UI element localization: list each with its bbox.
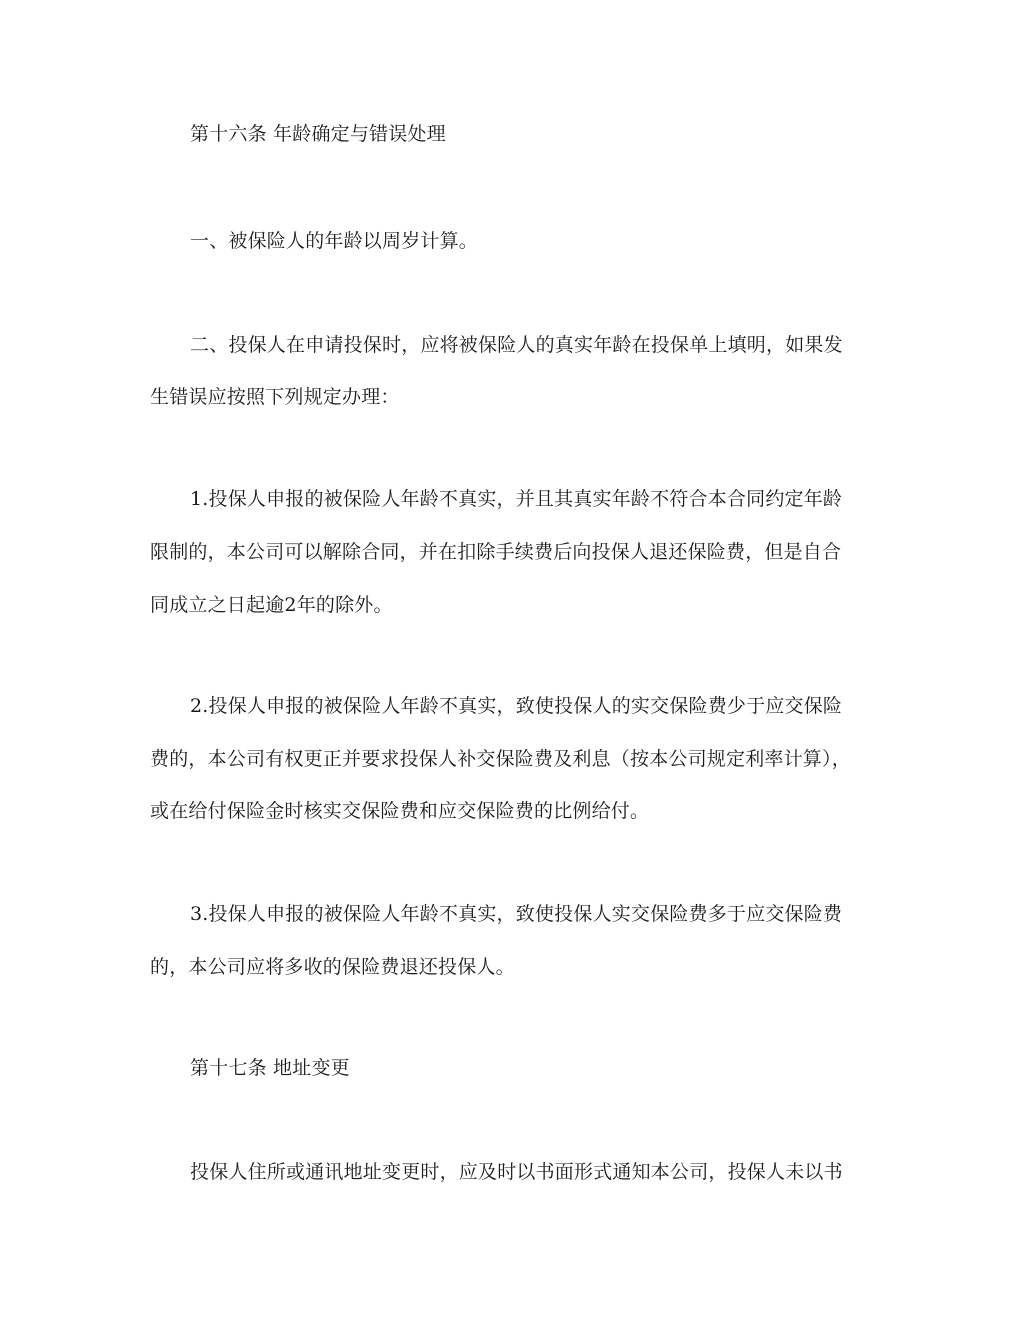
- item-1-line-1: 1.投保人申报的被保险人年龄不真实，并且其真实年龄不符合本合同约定年龄: [190, 488, 843, 510]
- item-3-line-2: 的，本公司应将多收的保险费退还投保人。: [150, 956, 515, 978]
- paragraph-1-line-1: 一、被保险人的年龄以周岁计算。: [190, 230, 479, 252]
- item-2-line-1: 2.投保人申报的被保险人年龄不真实，致使投保人的实交保险费少于应交保险: [190, 695, 843, 717]
- paragraph-3-line-1: 投保人住所或通讯地址变更时，应及时以书面形式通知本公司，投保人未以书: [190, 1161, 843, 1183]
- item-1-line-3: 同成立之日起逾2年的除外。: [150, 594, 393, 616]
- item-1-line-2: 限制的，本公司可以解除合同，并在扣除手续费后向投保人退还保险费，但是自合: [150, 541, 842, 563]
- article-16-heading: 第十六条 年龄确定与错误处理: [190, 123, 446, 145]
- paragraph-2-line-1: 二、投保人在申请投保时，应将被保险人的真实年龄在投保单上填明，如果发: [190, 334, 843, 356]
- item-3-line-1: 3.投保人申报的被保险人年龄不真实，致使投保人实交保险费多于应交保险费: [190, 903, 843, 925]
- paragraph-2-line-2: 生错误应按照下列规定办理：: [150, 386, 400, 408]
- item-2-line-2: 费的，本公司有权更正并要求投保人补交保险费及利息（按本公司规定利率计算），: [150, 748, 851, 770]
- article-17-heading: 第十七条 地址变更: [190, 1057, 350, 1079]
- item-2-line-3: 或在给付保险金时核实交保险费和应交保险费的比例给付。: [150, 800, 650, 822]
